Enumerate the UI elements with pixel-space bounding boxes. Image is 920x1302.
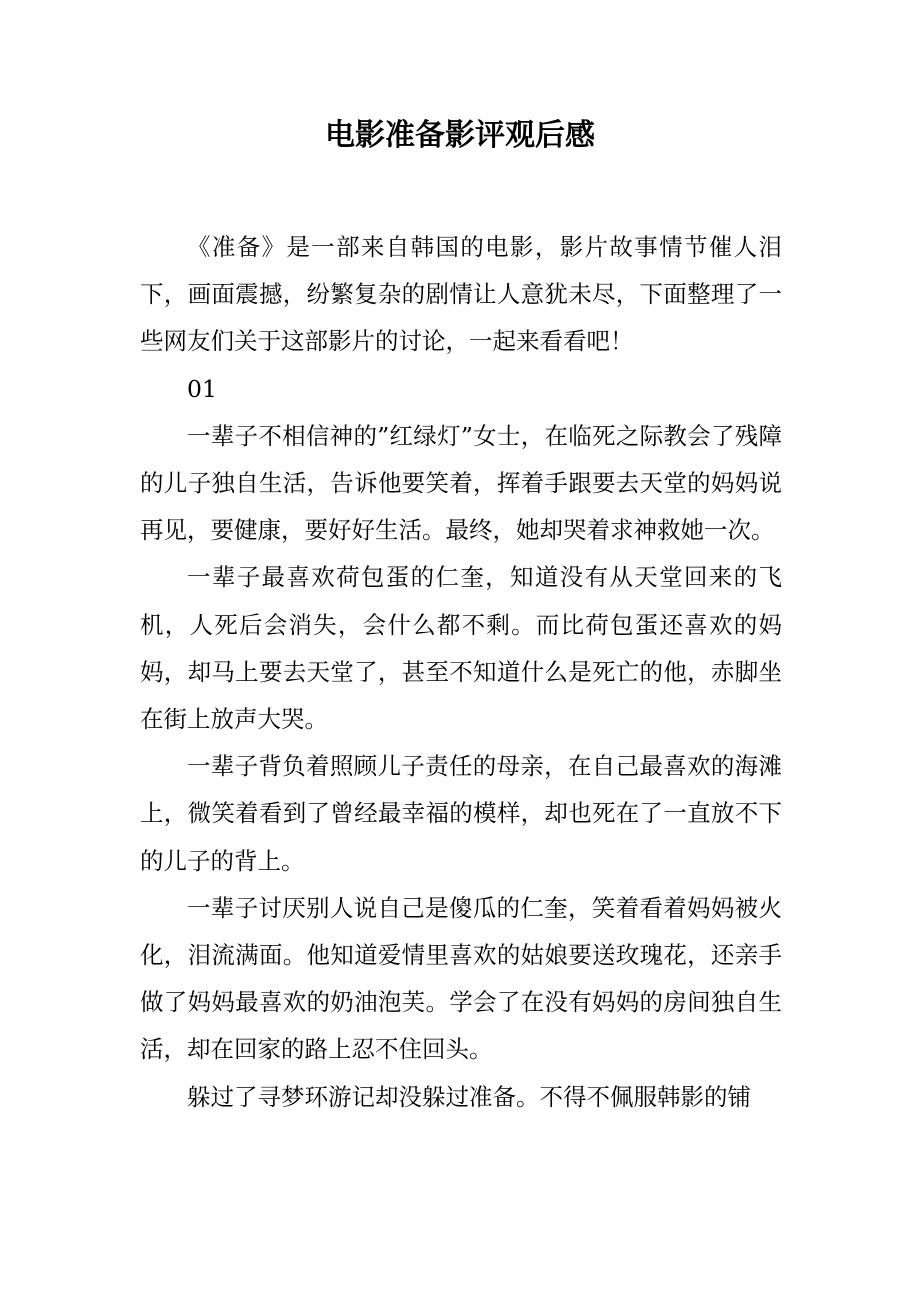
paragraph: 一辈子最喜欢荷包蛋的仁奎，知道没有从天堂回来的飞机，人死后会消失，会什么都不剩。而比荷包蛋还喜欢的妈妈，却马上要去天堂了，甚至不知道什么是死亡的他，赤脚坐在街上放声大哭。 [140,563,782,734]
paragraph: 躲过了寻梦环游记却没躲过准备。不得不佩服韩影的铺 [187,1082,751,1111]
paragraph-intro: 《准备》是一部来自韩国的电影，影片故事情节催人泪下，画面震撼，纷繁复杂的剧情让人意犹未尽，下面整理了一些网友们关于这部影片的讨论，一起来看看吧！ [140,233,782,356]
paragraph: 一辈子背负着照顾儿子责任的母亲，在自己最喜欢的海滩上，微笑着看到了曾经最幸福的模样，却也死在了一直放不下的儿子的背上。 [140,752,782,875]
document-title: 电影准备影评观后感 [325,118,595,153]
document-body [140,224,782,1121]
paragraph: 一辈子讨厌别人说自己是傻瓜的仁奎，笑着看着妈妈被火化，泪流满面。他知道爱情里喜欢的姑娘要送玫瑰花，还亲手做了妈妈最喜欢的奶油泡芙。学会了在没有妈妈的房间独自生活，却在回家的路上忍不住回头。 [140,893,782,1064]
paragraph: 一辈子不相信神的”红绿灯”女士，在临死之际教会了残障的儿子独自生活，告诉他要笑着，挥着手跟要去天堂的妈妈说再见，要健康，要好好生活。最终，她却哭着求神救她一次。 [140,421,782,545]
section-number: 01 [187,374,217,403]
